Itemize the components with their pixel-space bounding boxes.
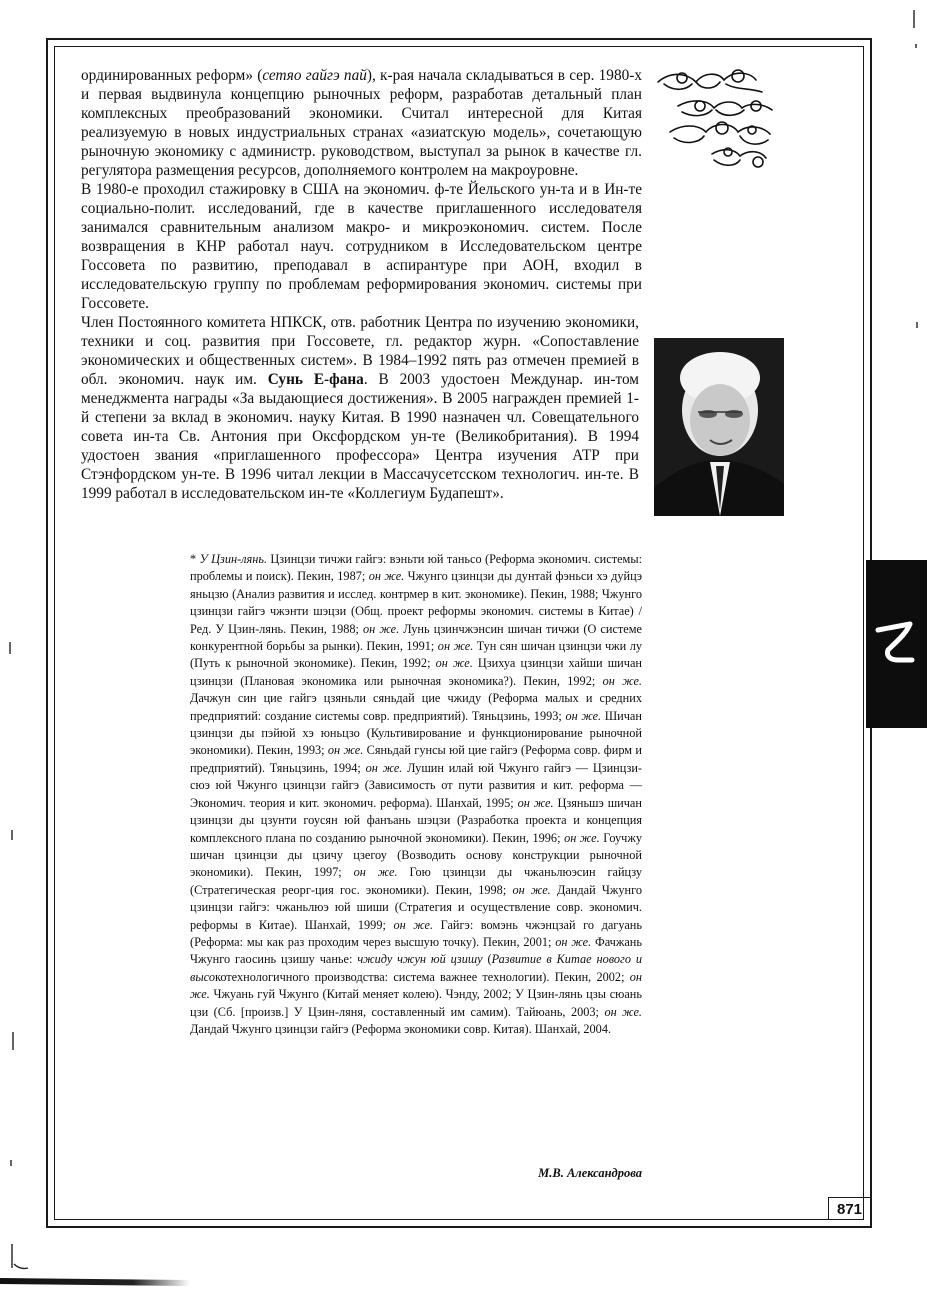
tab-glyph	[866, 560, 927, 728]
paragraph-1	[81, 66, 642, 180]
text-span: ординированных реформ» (	[81, 67, 263, 84]
bold-span: Сунь Е-фана	[267, 371, 364, 388]
scan-artifact-line	[0, 1278, 190, 1286]
portrait-photo	[654, 338, 784, 516]
italic-span: чжиду чжун юй цзишу	[357, 952, 483, 967]
text-span: Цзяньшэ шичан цзинцзи ды цзунти гоусян юй фанъань шэцзи (Разработка проекта и концепция комплексного плана по созданию рыночной экономики). Пекин, 1996;	[190, 795, 642, 845]
italic-span: он же.	[512, 882, 551, 897]
italic-span: он же.	[368, 569, 405, 584]
text-span: котехнологичного производства: система важнее технологии). Пекин, 2002;	[214, 969, 630, 984]
text-span: Сяньдай гунсы юй цие гайгэ (Реформа совр. фирм и предприятий). Тяньцзинь, 1994;	[190, 743, 642, 775]
text-span: Чжуань гуй Чжунго (Китай меняет колею). Чэнду, 2002; У Цзин-лянь цзы сюань цзи (Сб. [произв.] У Цзин-ляня, составленный им самим). Тайюань, 2003;	[190, 987, 642, 1019]
italic-span: он же.	[190, 969, 642, 1002]
italic-span: он же.	[435, 656, 473, 671]
text-span: Гою цзинцзи ды чжаньлюэсин гайцзу (Стратегическая реорг-ция гос. экономики). Пекин, 1998;	[190, 865, 643, 897]
text-span: Гоучжу шичан цзинцзи ды цзичу цзегоу (Возводить основу конструкции рыночной экономики). Пекин, 1997;	[190, 830, 642, 880]
paragraph-3	[81, 313, 639, 503]
italic-span: сетяо гайгэ пай	[262, 67, 367, 84]
text-span: Цзихуа цзинцзи хайши шичан цзинцзи (Плановая экономика или рыночная экономика?). Пекин, 1992;	[190, 656, 642, 688]
italic-span: он же.	[327, 743, 364, 758]
bibliography	[190, 551, 642, 1038]
text-span: . В 2003 удостоен Междунар. ин-том менеджмента награды «За выдающиеся достижения». В 2005 награжден премией 1-й степени за вклад в экономич. науку Китая. В 1990 назначен чл. Совещательного совета ин-та Св. Антония при Оксфордском ун-те (Великобритания). В 1994 удостоен звания «приглашенного профессора» Центра изучения АТР при Стэнфордском ун-те. В 1996 читал лекции в Массачусетсском технологич. ин-те. В 1999 работал в исследовательском ин-те «Коллегиум Будапешт».	[81, 371, 639, 502]
paragraph-2	[81, 180, 642, 313]
text-span: Шичан цзинцзи ды пэйюй хэ юньцзо (Культивирование и функционирование рыночной экономики). Пекин, 1993;	[190, 708, 642, 758]
text-span: Гайгэ: вомэнь чжэнцзай го дагуань (Реформа: мы как раз проходим через высшую точку). Пекин, 2001;	[190, 917, 642, 949]
italic-span: он же.	[602, 673, 643, 688]
text-span: Дандай Чжунго цзинцзи гайгэ: чжаньлюэ юй шиши (Стратегия и осуществление совр. экономич. реформы в Китае). Шанхай, 1999;	[190, 882, 642, 932]
italic-span: он же.	[565, 708, 602, 723]
text-span: Цзинцзи тичжи гайгэ: вэньти юй таньсо (Реформа экономич. системы: проблемы и поиск). Пекин, 1987;	[190, 552, 642, 584]
italic-span: он же.	[517, 795, 554, 810]
text-span: Дандай Чжунго цзинцзи гайгэ (Реформа экономики совр. Китая). Шанхай, 2004.	[190, 1021, 612, 1036]
cloud-ornament	[652, 62, 776, 178]
section-tab	[866, 560, 927, 728]
author-signature: М.В. Александрова	[538, 1166, 642, 1180]
text-span: Лушин илай юй Чжунго гайгэ — Цзинцзи-сюэ юй Чжунго цзинцзи гайгэ (Зависимость от пути развития и кит. реформа — Экономич. теория и кит. экономич. реформа). Шанхай, 1995;	[190, 760, 642, 810]
text-span: (	[482, 952, 492, 967]
text-span: В 1980-е проходил стажировку в США на экономич. ф-те Йельского ун-та и в Ин-те социально-полит. исследований, где в качестве приглашенного исследователя занимался сравнительным анализом макро- и микроэкономич. систем. После возвращения в КНР работал науч. сотрудником в Исследовательском центре Госсовета по развитию, преподавал в аспирантуре при АОН, входил в исследовательскую группу по проблемам реформирования экономич. системы при Госсовете.	[81, 181, 642, 312]
page-number: 871	[828, 1197, 870, 1220]
text-span: ), к-рая начала складываться в сер. 1980-х и первая выдвинула концепцию рыночных реформ, разработав детальный план комплексных преобразований экономики. Считал интересной для Китая реализуемую в новых индустриальных странах «азиатскую модель», сочетающую рыночную экономику с администр. руководством, выступал за рынок в качестве гл. регулятора размещения ресурсов, дополняемого контролем на макроуровне.	[81, 67, 642, 179]
italic-span: У Цзин-лянь.	[199, 552, 268, 566]
italic-span: он же.	[365, 760, 403, 775]
text-span: Тун сян шичан цзинцзи чжи лу (Путь к рыночной экономике). Пекин, 1992;	[190, 639, 642, 671]
italic-span: он же.	[555, 934, 592, 949]
italic-span: он же.	[604, 1004, 642, 1019]
italic-span: он же.	[393, 917, 434, 932]
italic-span: он же.	[564, 830, 600, 845]
italic-span: он же.	[363, 621, 400, 636]
text-span: Лунь цзинчжэнсин шичан тичжи (О системе конкурентной борьбы за рынки). Пекин, 1991;	[190, 621, 642, 654]
text-span: Фачжань Чжунго гаосинь цзишу чанье:	[190, 934, 642, 967]
text-span: *	[190, 552, 200, 566]
article-body	[81, 66, 642, 503]
italic-span: он же.	[437, 639, 474, 654]
text-span: Дачжун син цие гайгэ цзяньли сяньдай цие чжиду (Реформа малых и средних предприятий: создание системы совр. предприятий). Тяньцзинь, 1993;	[190, 691, 642, 723]
text-span: Член Постоянного комитета НПКСК, отв. работник Центра по изучению экономики, техники и соц. развития при Госсовете, гл. редактор журн. «Сопоставление экономических и общественных систем». В 1984–1992 пять раз отмечен премией в обл. экономич. наук им.	[81, 314, 639, 388]
italic-span: Развитие в Китае нового и высо	[190, 952, 643, 984]
italic-span: он же.	[353, 865, 398, 880]
text-span: Чжунго цзинцзи ды дунтай фэньси хэ дуйцэ яньцзю (Анализ развития и исслед. контрмер в кит. экономике). Пекин, 1988; Чжунго цзинцзи гайгэ чжэнти шэцзи (Общ. проект реформы экономич. системы в Китае) / Ред. У Цзин-лянь. Пекин, 1988;	[190, 569, 642, 636]
